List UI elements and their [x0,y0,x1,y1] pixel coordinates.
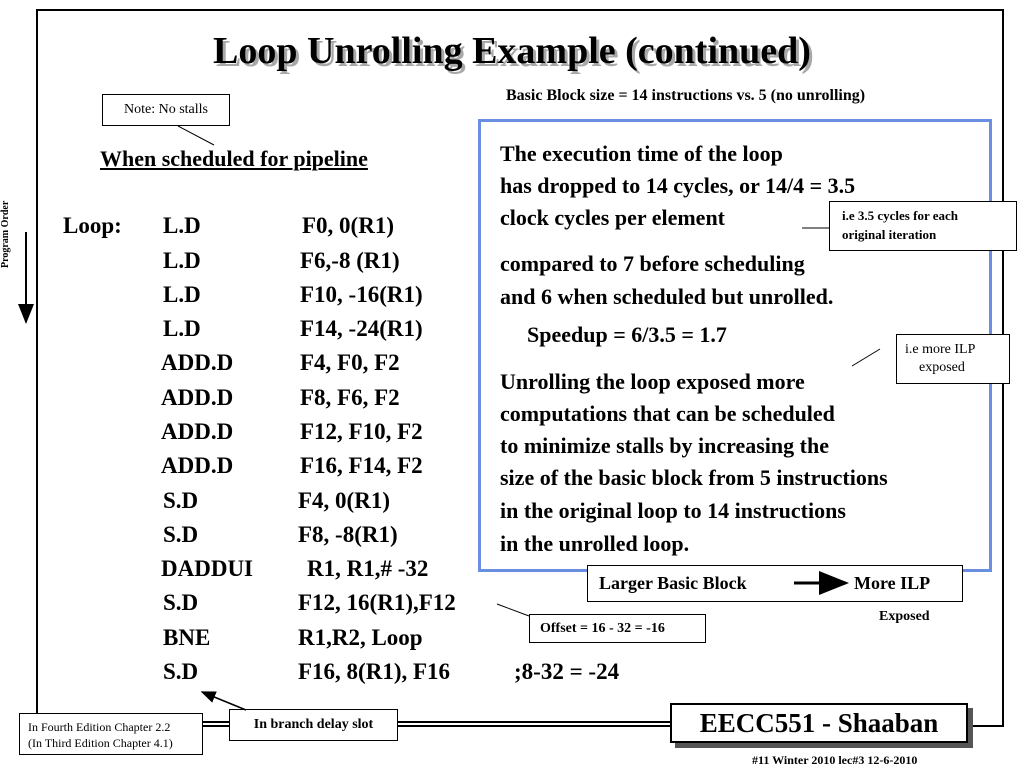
code-opcode: S.D [163,488,199,513]
code-opcode: L.D [163,248,201,273]
last-comment: ;8-32 = -24 [514,659,620,684]
code-opcode: S.D [163,590,199,615]
footer-info: #11 Winter 2010 lec#3 12-6-2010 [752,753,918,767]
offset-connector [497,604,529,616]
branch-delay-note: In branch delay slot [229,709,398,741]
program-order-label: Program Order [0,200,11,268]
explanation-line: has dropped to 14 cycles, or 14/4 = 3.5 [500,173,856,198]
code-operands: F4, 0(R1) [298,488,390,513]
no-stalls-note: Note: No stalls [102,94,230,126]
code-opcode: ADD.D [161,350,234,375]
code-operands: R1,R2, Loop [298,625,423,650]
schedule-heading: When scheduled for pipeline [100,146,368,171]
basic-block-size-note: Basic Block size = 14 instructions vs. 5 (no unrolling) [506,87,866,104]
code-opcode: ADD.D [161,385,234,410]
code-operands: F8, -8(R1) [298,522,398,547]
code-opcode: S.D [163,659,199,684]
code-operands: F12, F10, F2 [300,419,423,444]
code-opcode: S.D [163,522,199,547]
ilp-note-line: i.e more ILP [905,342,976,357]
offset-note: Offset = 16 - 32 = -16 [529,614,706,643]
code-operands: F0, 0(R1) [302,213,394,238]
edition-note-line: In Fourth Edition Chapter 2.2 [28,720,171,734]
code-operands: F16, 8(R1), F16 [298,659,451,684]
note-connector [178,126,214,145]
code-opcode: DADDUI [161,556,253,581]
larger-basic-block-label: Larger Basic Block [599,573,747,593]
explanation-line: compared to 7 before scheduling [500,251,805,276]
code-operands: F6,-8 (R1) [300,248,400,273]
code-operands: F4, F0, F2 [300,350,400,375]
explanation-line: clock cycles per element [500,205,726,230]
ilp-connector [852,349,880,366]
course-footer-box: EECC551 - Shaaban [670,703,968,743]
more-ilp-label: More ILP [854,573,931,593]
explanation-line: size of the basic block from 5 instructions [500,465,888,490]
explanation-line: Unrolling the loop exposed more [500,369,805,394]
explanation-line: computations that can be scheduled [500,401,835,426]
code-opcode: ADD.D [161,419,234,444]
code-operands: F14, -24(R1) [300,316,423,341]
code-operands: F8, F6, F2 [300,385,400,410]
explanation-line: in the unrolled loop. [500,531,690,556]
ilp-note-line: exposed [919,360,965,375]
cycles-note-line: i.e 3.5 cycles for each [842,208,958,223]
code-opcode: L.D [163,316,201,341]
code-opcode: L.D [163,213,201,238]
cycles-note-line: original iteration [842,227,937,242]
explanation-line: in the original loop to 14 instructions [500,498,846,523]
code-opcode: L.D [163,282,201,307]
code-operands: R1, R1,# -32 [307,556,429,581]
explanation-line: The execution time of the loop [500,141,783,166]
exposed-label: Exposed [879,609,930,624]
edition-note-line: (In Third Edition Chapter 4.1) [28,736,173,750]
explanation-line: and 6 when scheduled but unrolled. [500,284,834,309]
branch-delay-arrow [202,692,246,710]
code-operands: F16, F14, F2 [300,453,423,478]
code-opcode: BNE [163,625,211,650]
code-operands: F12, 16(R1),F12 [298,590,456,615]
code-operands: F10, -16(R1) [300,282,423,307]
explanation-line: Speedup = 6/3.5 = 1.7 [527,322,727,347]
explanation-line: to minimize stalls by increasing the [500,433,829,458]
loop-label: Loop: [63,213,122,238]
code-opcode: ADD.D [161,453,234,478]
slide-title: Loop Unrolling Example (continued) [213,30,811,72]
